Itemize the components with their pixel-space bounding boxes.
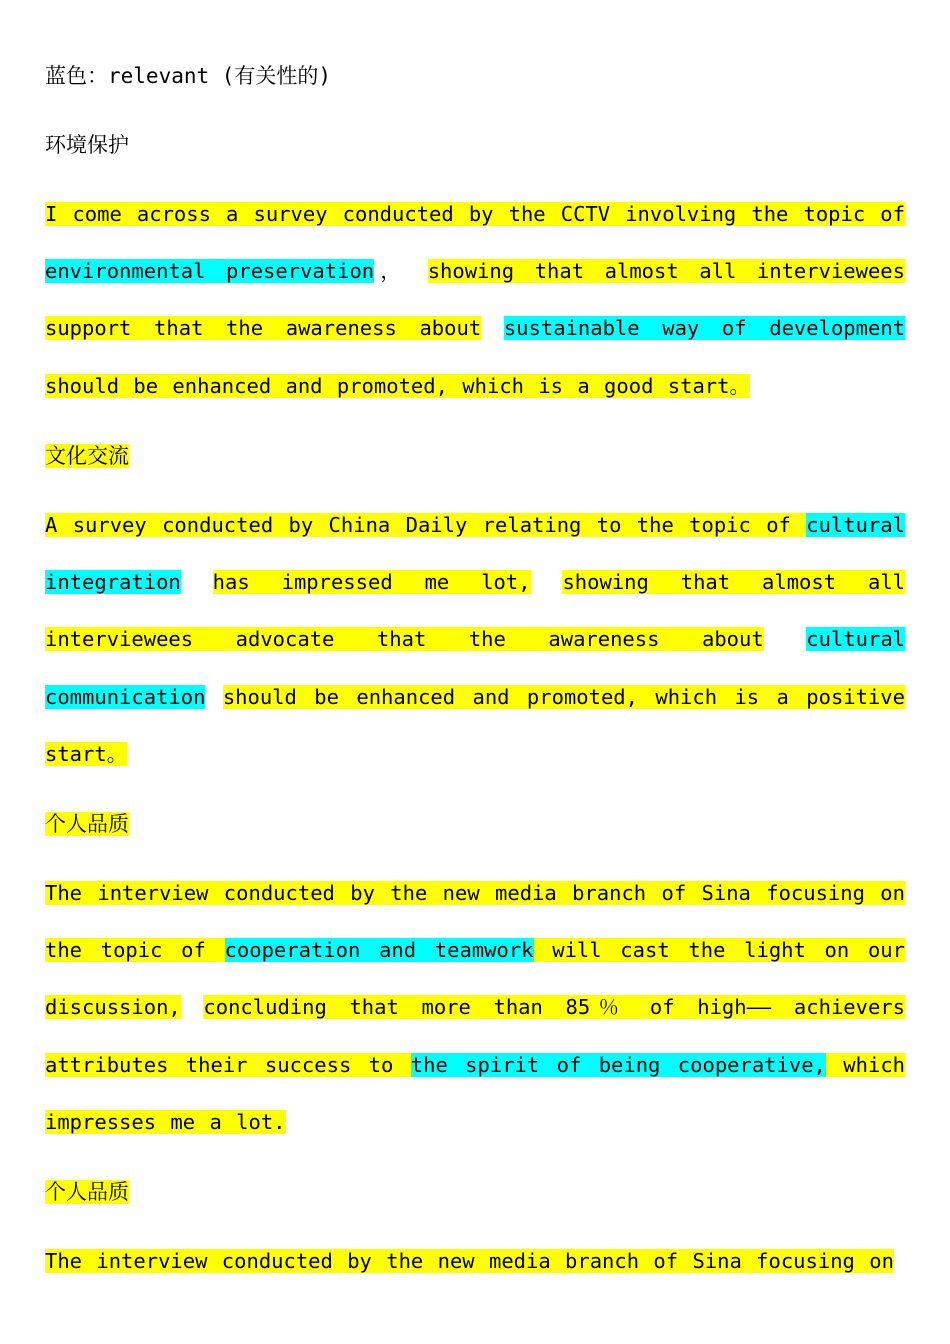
paragraph-personal-quality-2 xyxy=(45,1233,905,1290)
text-run xyxy=(181,995,204,1019)
heading-text: 个人品质 xyxy=(45,812,129,836)
text-run: concluding that more than 85％ of high—— achievers attributes their success to xyxy=(45,995,905,1077)
text-run: ， xyxy=(374,259,428,284)
text-run: should be enhanced and promoted, which is a positive start。 xyxy=(45,684,905,766)
text-run: should be enhanced and promoted, which is a good start。 xyxy=(45,373,750,398)
text-run: which impresses me a lot. xyxy=(45,1052,906,1134)
color-legend: 蓝色：relevant (有关性的) xyxy=(45,64,332,88)
section-heading-personal-quality-2 xyxy=(45,1177,129,1207)
text-run xyxy=(531,570,563,594)
text-run: I come across a survey conducted by the CCTV involving the topic of xyxy=(45,202,905,226)
heading-text: 个人品质 xyxy=(45,1180,129,1204)
text-run: sustainable way of development xyxy=(503,316,906,341)
text-run: cultural integration xyxy=(45,513,905,595)
text-run xyxy=(481,316,504,340)
section-heading-culture xyxy=(45,441,129,471)
text-run: will cast the light on our discussion, xyxy=(45,938,905,1020)
text-run: cooperation and teamwork xyxy=(224,938,534,963)
text-run: environmental preservation xyxy=(45,259,375,284)
text-run: showing that almost all interviewees support that the awareness about xyxy=(45,259,905,341)
section-heading-environment: 环境保护 xyxy=(45,133,129,157)
text-run: has impressed me lot, xyxy=(212,570,531,595)
text-run: cultural communication xyxy=(45,627,906,709)
text-run: showing that almost all interviewees advocate that the awareness about xyxy=(45,570,906,652)
text-run: the spirit of being cooperative, xyxy=(410,1052,826,1077)
text-run: The interview conducted by the new media branch of Sina focusing on the topic of xyxy=(45,881,905,963)
text-run: A survey conducted by China Daily relating to the topic of xyxy=(45,513,807,537)
paragraph-culture xyxy=(45,497,905,783)
section-heading-personal-quality xyxy=(45,809,129,839)
text-run xyxy=(764,627,807,651)
paragraph-environment xyxy=(45,186,905,415)
text-run: The interview conducted by the new media branch of Sina focusing on xyxy=(45,1249,894,1273)
text-run xyxy=(205,685,222,709)
text-run xyxy=(181,570,213,594)
heading-text: 文化交流 xyxy=(45,444,129,468)
paragraph-personal-quality xyxy=(45,865,905,1151)
